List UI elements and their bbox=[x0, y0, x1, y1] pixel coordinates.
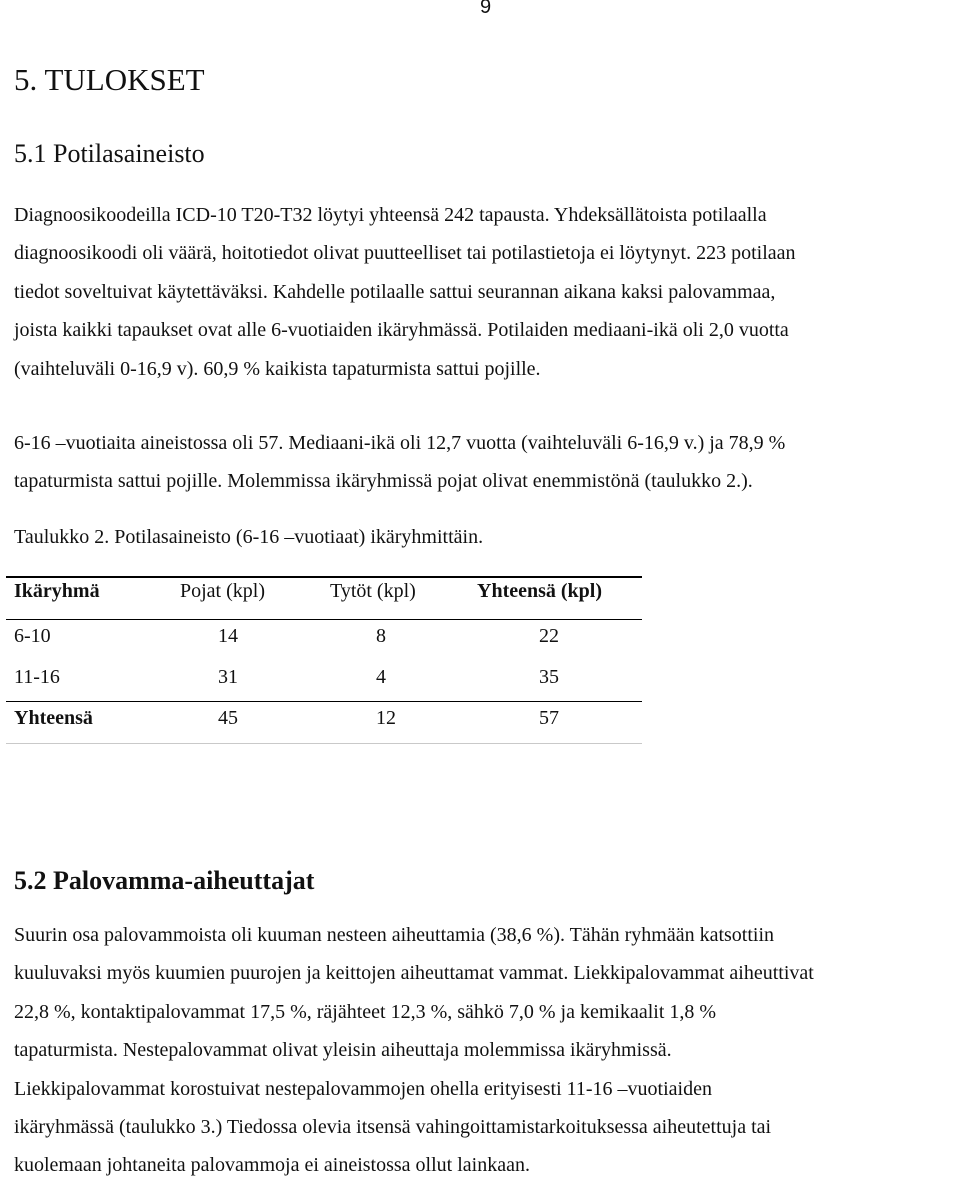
header-boys: Pojat (kpl) bbox=[180, 580, 265, 602]
cell-age-group: 11-16 bbox=[14, 666, 60, 688]
text-line: diagnoosikoodi oli väärä, hoitotiedot olivat puutteelliset tai potilastietoja ei löytynyt. 223 potilaan bbox=[14, 242, 796, 265]
cell-girls: 8 bbox=[376, 625, 386, 647]
cell-total: 35 bbox=[539, 666, 559, 688]
paragraph-age-group bbox=[14, 424, 960, 501]
section-title-burn-causes: 5.2 Palovamma-aiheuttajat bbox=[14, 866, 315, 895]
paragraph-burn-causes bbox=[14, 916, 960, 1185]
cell-girls-total: 12 bbox=[376, 707, 396, 729]
cell-boys: 31 bbox=[218, 666, 238, 688]
table-row bbox=[0, 657, 642, 698]
table-bottom-rule bbox=[6, 743, 642, 744]
text-line: Liekkipalovammat korostuivat nestepalovammojen ohella erityisesti 11-16 –vuotiaiden bbox=[14, 1077, 712, 1100]
paragraph-patient-data bbox=[14, 196, 960, 388]
text-line: kuuluvaksi myös kuumien puurojen ja keittojen aiheuttamat vammat. Liekkipalovammat aiheuttivat bbox=[14, 962, 814, 985]
table-header-row bbox=[0, 571, 642, 612]
text-line: Suurin osa palovammoista oli kuuman nesteen aiheuttamia (38,6 %). Tähän ryhmään katsottiin bbox=[14, 924, 775, 946]
text-line: 22,8 %, kontaktipalovammat 17,5 %, räjähteet 12,3 %, sähkö 7,0 % ja kemikaalit 1,8 % bbox=[14, 1000, 717, 1023]
table-row bbox=[0, 616, 642, 657]
cell-girls: 4 bbox=[376, 666, 386, 688]
text-line: joista kaikki tapaukset ovat alle 6-vuotiaiden ikäryhmässä. Potilaiden mediaani-ikä oli 2,0 vuotta bbox=[14, 319, 789, 342]
page-number: 9 bbox=[480, 0, 492, 18]
cell-age-group: 6-10 bbox=[14, 625, 51, 647]
text-line: Diagnoosikoodeilla ICD-10 T20-T32 löytyi yhteensä 242 tapausta. Yhdeksällätoista potilaalla bbox=[14, 204, 767, 226]
text-line: tapaturmista. Nestepalovammat olivat yleisin aiheuttaja molemmissa ikäryhmissä. bbox=[14, 1039, 672, 1062]
cell-boys-total: 45 bbox=[218, 707, 238, 729]
section-title-potilasaineisto: 5.1 Potilasaineisto bbox=[14, 139, 205, 168]
text-line: tapaturmista sattui pojille. Molemmissa ikäryhmissä pojat olivat enemmistönä (taulukko 2.). bbox=[14, 470, 753, 493]
table-caption: Taulukko 2. Potilasaineisto (6-16 –vuotiaat) ikäryhmittäin. bbox=[14, 526, 484, 548]
text-line: ikäryhmässä (taulukko 3.) Tiedossa olevia itsensä vahingoittamistarkoituksessa aiheutettuja tai bbox=[14, 1116, 772, 1139]
text-line: (vaihteluväli 0-16,9 v). 60,9 % kaikista tapaturmista sattui pojille. bbox=[14, 357, 541, 380]
text-line: kuolemaan johtaneita palovammoja ei aineistossa ollut lainkaan. bbox=[14, 1154, 530, 1177]
header-girls: Tytöt (kpl) bbox=[330, 580, 416, 602]
cell-total-label: Yhteensä bbox=[14, 707, 93, 729]
age-group-table bbox=[0, 571, 642, 739]
text-line: tiedot soveltuivat käytettäväksi. Kahdelle potilaalle sattui seurannan aikana kaksi palovammaa, bbox=[14, 280, 776, 303]
table-total-row bbox=[0, 698, 642, 739]
cell-total: 22 bbox=[539, 625, 559, 647]
header-age-group: Ikäryhmä bbox=[14, 580, 100, 602]
text-line: 6-16 –vuotiaita aineistossa oli 57. Mediaani-ikä oli 12,7 vuotta (vaihteluväli 6-16,9 v.) ja 78,9 % bbox=[14, 432, 786, 454]
cell-grand-total: 57 bbox=[539, 707, 559, 729]
cell-boys: 14 bbox=[218, 625, 238, 647]
chapter-title: 5. TULOKSET bbox=[14, 62, 205, 97]
header-total: Yhteensä (kpl) bbox=[477, 580, 603, 602]
